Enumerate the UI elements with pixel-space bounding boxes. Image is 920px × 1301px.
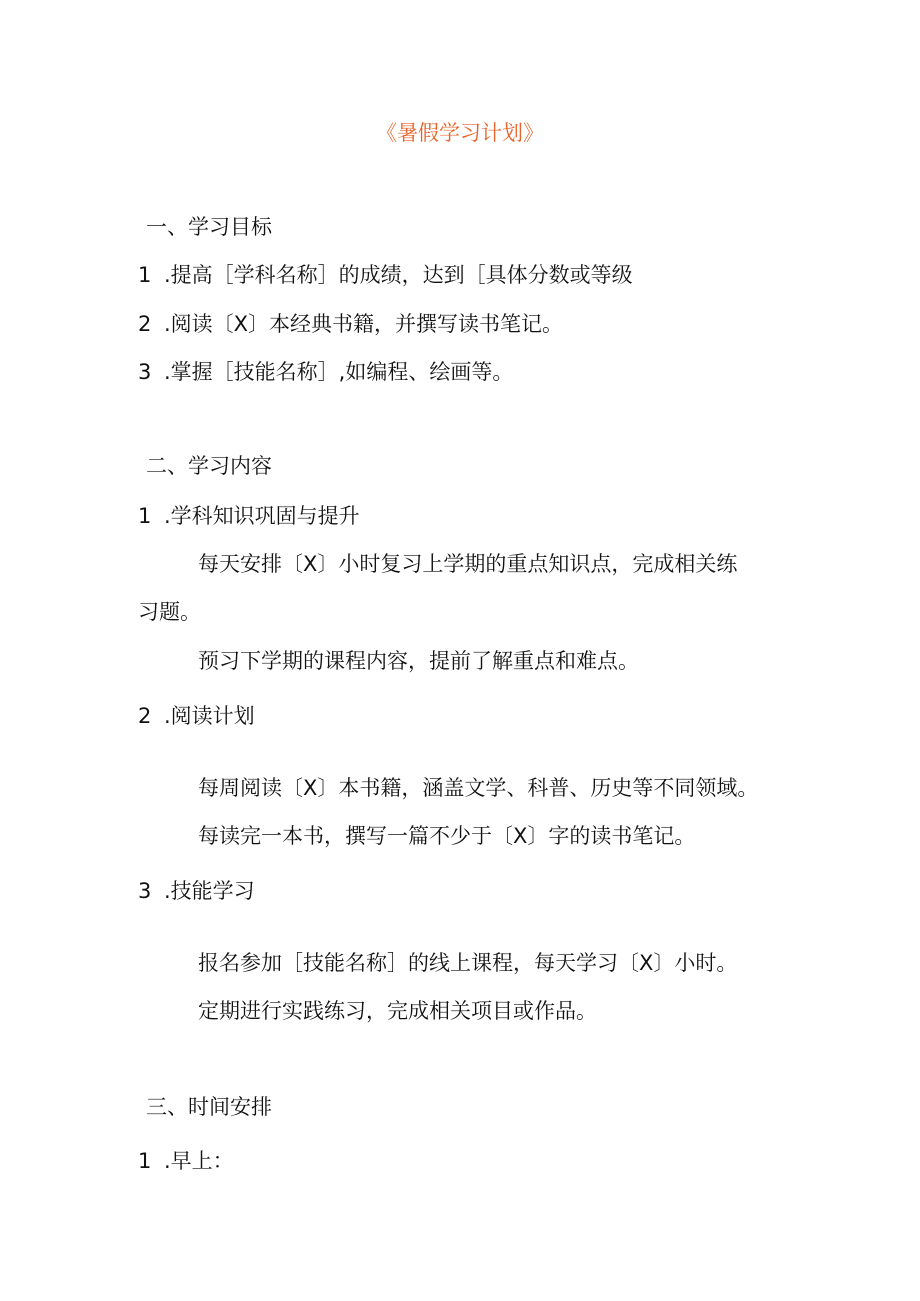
- paragraph: 定期进行实践练习，完成相关项目或作品。: [198, 999, 597, 1023]
- section-heading: 一、学习目标: [146, 215, 272, 239]
- item-text: .技能学习: [164, 879, 255, 903]
- list-item: [138, 1146, 234, 1176]
- item-text: .阅读计划: [164, 704, 255, 728]
- item-text: .掌握［技能名称］,如编程、绘画等。: [164, 360, 514, 384]
- list-item: [138, 876, 255, 906]
- paragraph: 报名参加［技能名称］的线上课程，每天学习〔X〕小时。: [198, 951, 738, 975]
- section-heading: 三、时间安排: [146, 1095, 272, 1119]
- paragraph: 习题。: [138, 600, 201, 624]
- item-number: 3: [138, 360, 152, 384]
- paragraph: 预习下学期的课程内容，提前了解重点和难点。: [198, 649, 639, 673]
- page-title: 《暑假学习计划》: [376, 121, 544, 145]
- item-number: 3: [138, 879, 152, 903]
- item-number: 2: [138, 312, 152, 336]
- list-item: [138, 309, 563, 339]
- item-number: 2: [138, 704, 152, 728]
- paragraph: 每周阅读〔X〕本书籍，涵盖文学、科普、历史等不同领域。: [198, 776, 759, 800]
- item-number: 1: [138, 504, 152, 528]
- item-text: .阅读〔X〕本经典书籍，并撰写读书笔记。: [164, 312, 564, 336]
- paragraph: 每天安排〔X〕小时复习上学期的重点知识点，完成相关练: [198, 552, 738, 576]
- list-item: [138, 701, 255, 731]
- item-number: 1: [138, 263, 152, 287]
- list-item: [138, 357, 513, 387]
- list-item: [138, 260, 633, 290]
- paragraph: 每读完一本书，撰写一篇不少于〔X〕字的读书笔记。: [198, 824, 696, 848]
- list-item: [138, 501, 360, 531]
- item-number: 1: [138, 1149, 152, 1173]
- section-heading: 二、学习内容: [146, 454, 272, 478]
- item-text: .提高［学科名称］的成绩，达到［具体分数或等级: [164, 263, 633, 287]
- item-text: .早上：: [164, 1149, 234, 1173]
- item-text: .学科知识巩固与提升: [164, 504, 360, 528]
